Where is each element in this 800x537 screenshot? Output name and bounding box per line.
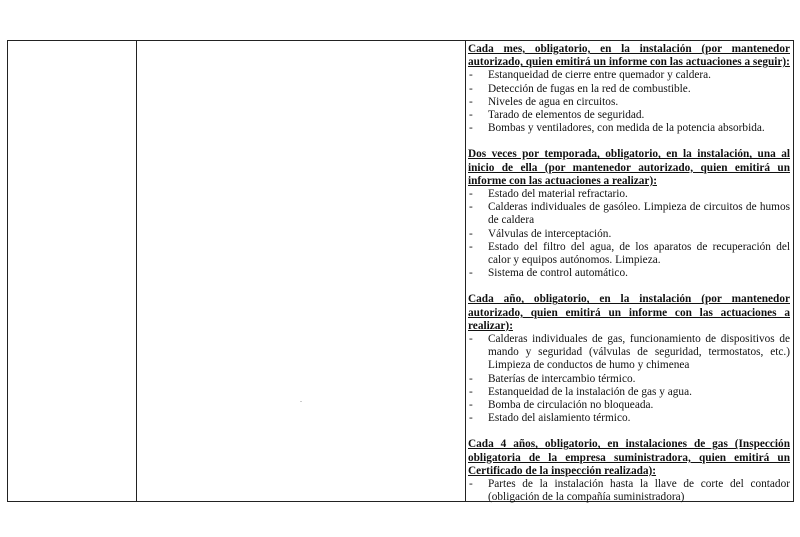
maintenance-section: [468, 43, 790, 135]
task-item: - Tarado de elementos de seguridad.: [468, 109, 790, 122]
scan-speck: [300, 401, 302, 402]
task-item: - Calderas individuales de gasóleo. Limpieza de circuitos de humos de caldera: [468, 201, 790, 227]
task-item: - Bomba de circulación no bloqueada.: [468, 399, 790, 412]
section-heading: Cada mes, obligatorio, en la instalación (por mantenedor autorizado, quien emitirá un informe con las actuaciones a seguir):: [468, 43, 790, 69]
maintenance-section: [468, 438, 790, 504]
task-list: [468, 333, 790, 425]
section-heading: Cada 4 años, obligatorio, en instalaciones de gas (Inspección obligatoria de la empresa suministradora, quien emitirá un Certificado de la inspección realizada):: [468, 438, 790, 477]
maintenance-section: [468, 293, 790, 425]
task-item: - Estado del aislamiento térmico.: [468, 412, 790, 425]
task-item: - Estanqueidad de la instalación de gas y agua.: [468, 386, 790, 399]
section-heading: Cada año, obligatorio, en la instalación (por mantenedor autorizado, quien emitirá un informe con las actuaciones a realizar):: [468, 293, 790, 332]
task-item: - Detección de fugas en la red de combustible.: [468, 83, 790, 96]
task-item: - Partes de la instalación hasta la llave de corte del contador (obligación de la compañía suministradora): [468, 478, 790, 504]
task-item: - Sistema de control automático.: [468, 267, 790, 280]
task-list: [468, 69, 790, 135]
task-item: - Niveles de agua en circuitos.: [468, 96, 790, 109]
task-item: - Bombas y ventiladores, con medida de la potencia absorbida.: [468, 122, 790, 135]
task-item: - Calderas individuales de gas, funcionamiento de dispositivos de mando y seguridad (válvulas de seguridad, termostatos, etc.) Limpieza de conductos de humo y chimenea: [468, 333, 790, 373]
task-item: - Estado del material refractario.: [468, 188, 790, 201]
column-divider-2: [465, 41, 466, 501]
section-heading: Dos veces por temporada, obligatorio, en la instalación, una al inicio de ella (por mantenedor autorizado, quien emitirá un informe con las actuaciones a realizar):: [468, 148, 790, 187]
task-list: [468, 478, 790, 504]
task-item: - Estanqueidad de cierre entre quemador y caldera.: [468, 69, 790, 82]
task-item: - Válvulas de interceptación.: [468, 228, 790, 241]
task-item: - Baterías de intercambio térmico.: [468, 373, 790, 386]
task-list: [468, 188, 790, 280]
maintenance-section: [468, 148, 790, 280]
maintenance-cell: [468, 43, 790, 518]
column-divider-1: [136, 41, 137, 501]
maintenance-table: [7, 40, 794, 502]
task-item: - Estado del filtro del agua, de los aparatos de recuperación del calor y equipos autónomos. Limpieza.: [468, 241, 790, 267]
